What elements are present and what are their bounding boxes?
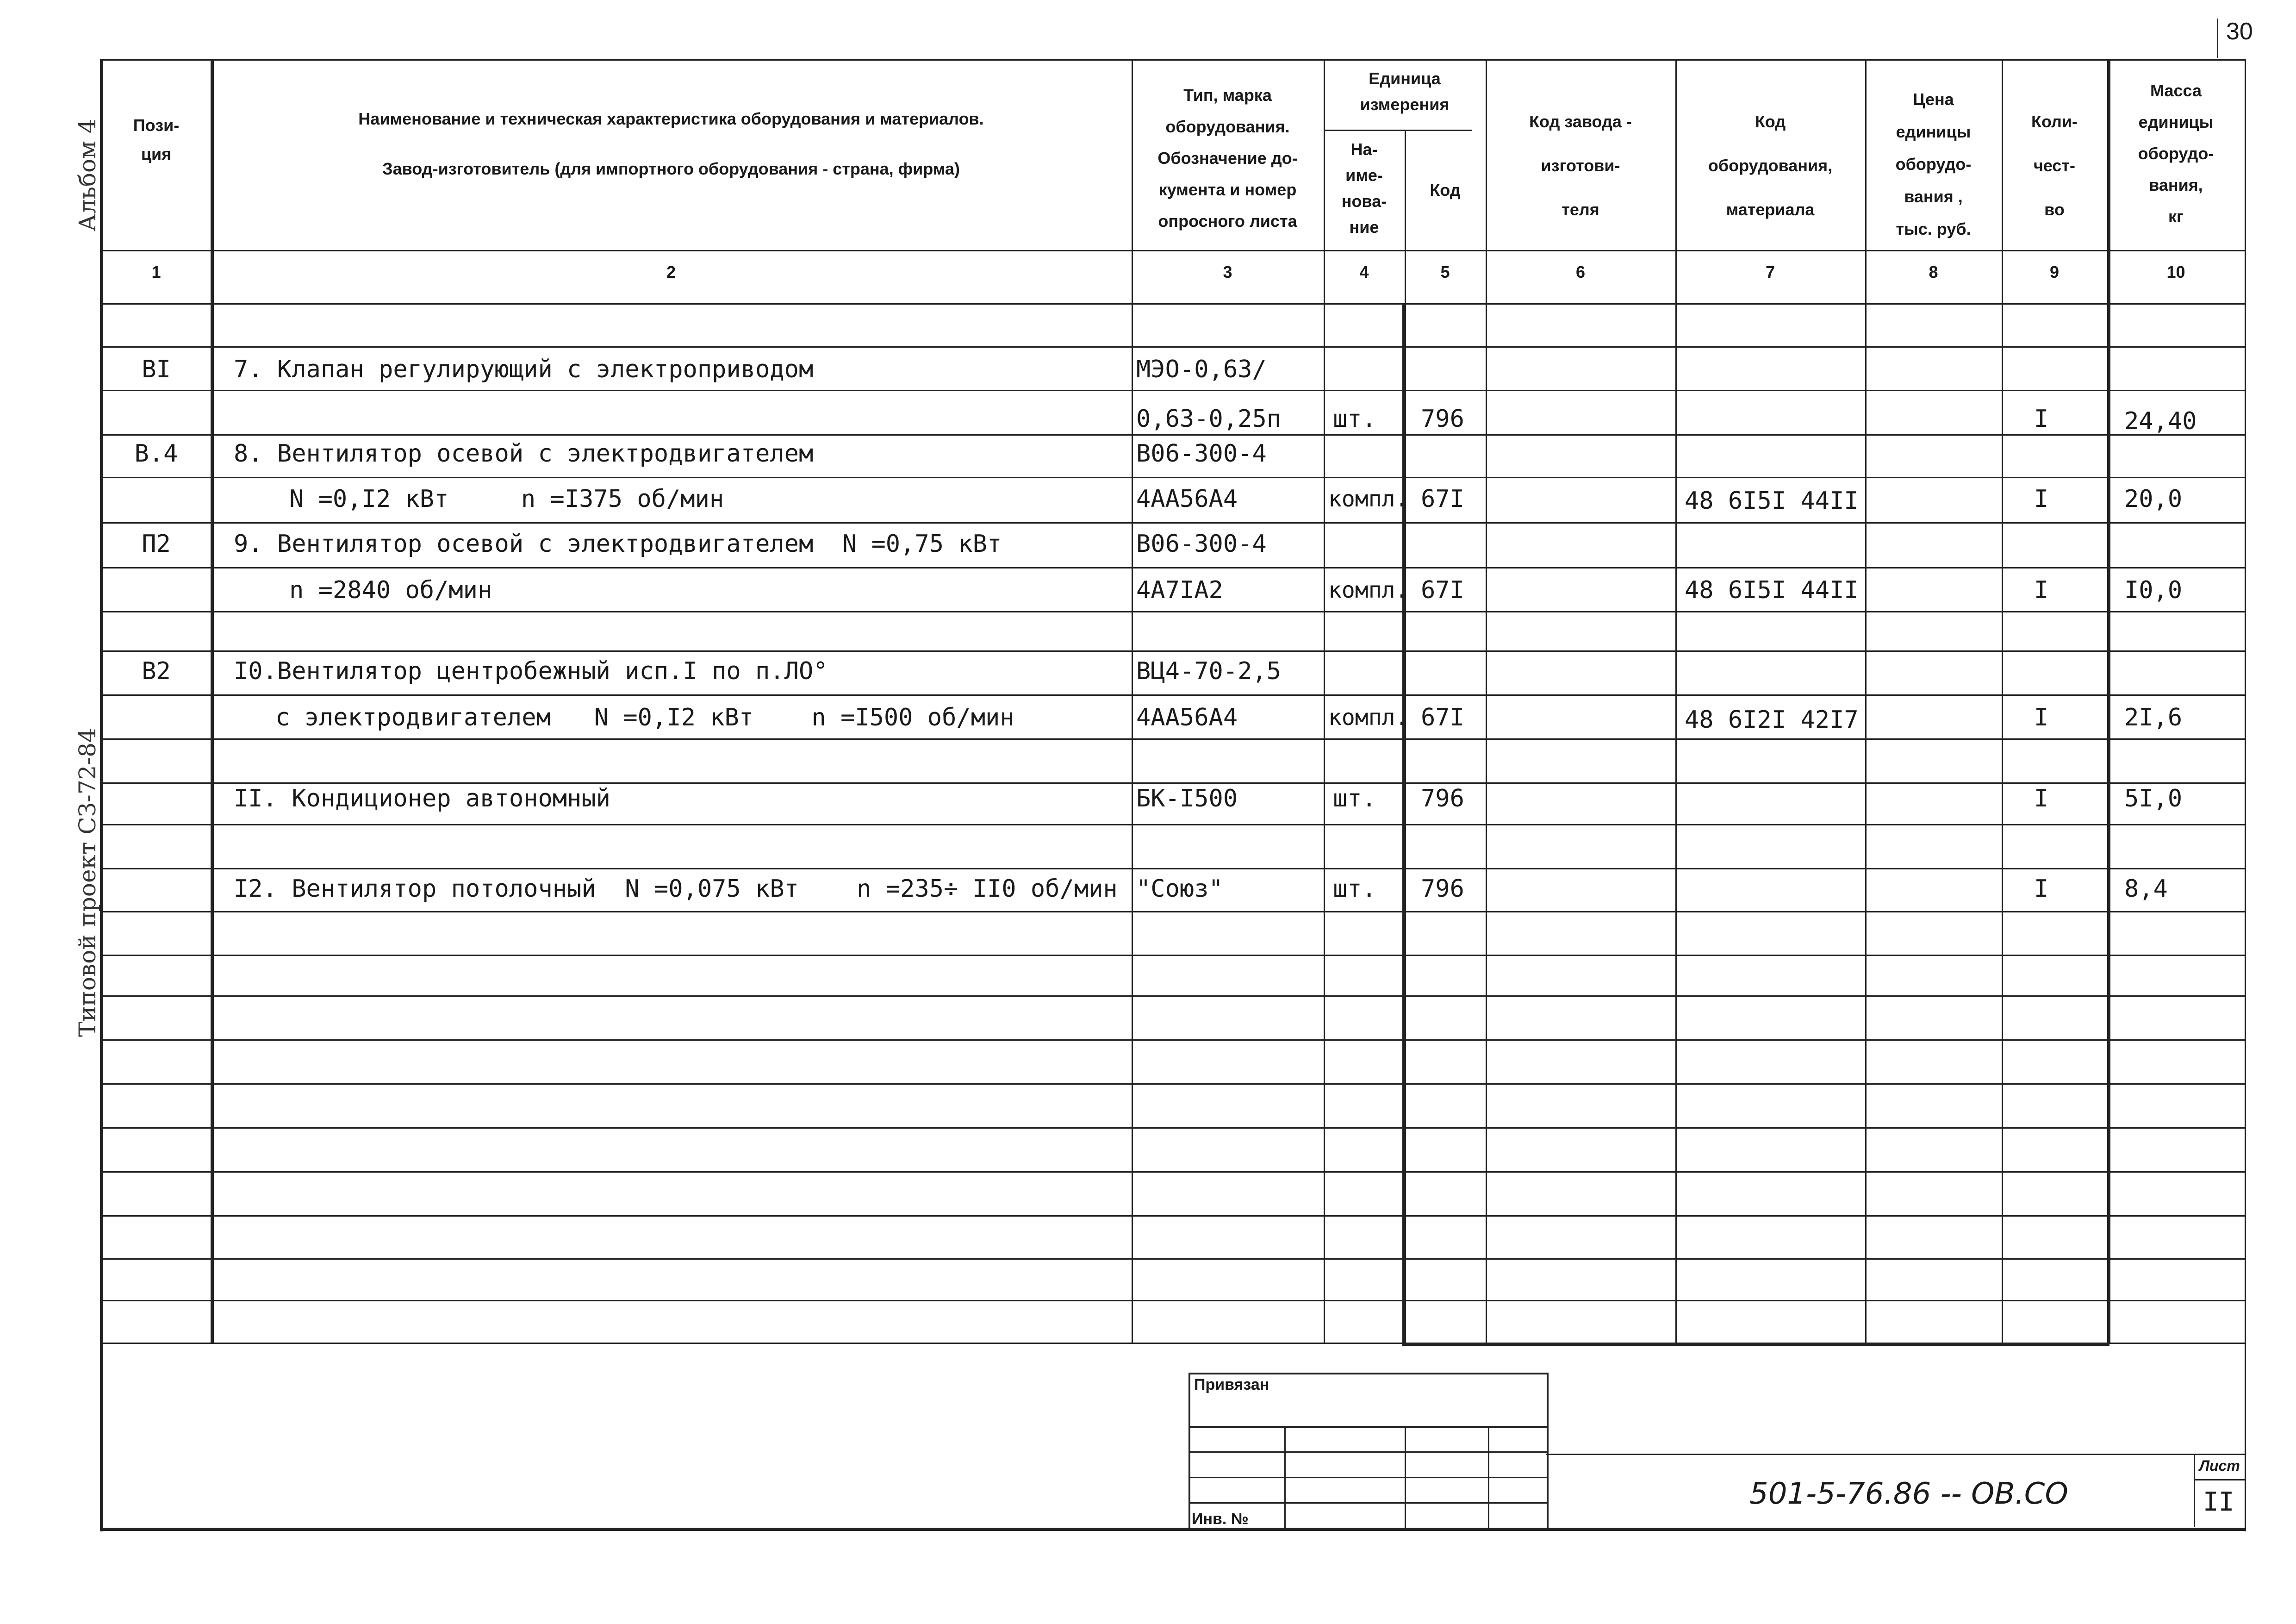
row5-position: П2 [142,530,171,558]
row9-name: II. Кондиционер автономный [234,785,610,812]
row2-type: 0,63-0,25п [1136,405,1282,433]
row2-quantity: I [2034,405,2049,433]
row4-specs: N =0,I2 кВт n =I375 об/мин [289,485,724,513]
side-album-label: Альбом 4 [74,119,101,231]
row8-equipment-code: 48 6I2I 42I7 [1685,706,1859,734]
header-position: Пози- ция [133,116,180,163]
side-project-label: Типовой проект СЗ-72-84 [74,728,101,1037]
row9-unit: шт. [1333,785,1376,812]
row1-type: МЭО-0,63/ [1136,356,1267,383]
col-number-3: 3 [1223,262,1232,281]
row6-mass: I0,0 [2124,576,2183,604]
row9-type: БК-I500 [1136,785,1238,812]
header-unit-group: Единица измерения [1360,69,1450,114]
row4-mass: 20,0 [2124,485,2183,513]
sheet-number: II [2203,1487,2234,1517]
row10-unit-code: 796 [1421,875,1464,903]
row6-equipment-code: 48 6I5I 44II [1685,576,1859,604]
row10-name: I2. Вентилятор потолочный N =0,075 кВт n =235÷ II0 об/мин [234,875,1118,903]
col-number-9: 9 [2049,262,2060,281]
row6-specs: n =2840 об/мин [289,576,492,604]
row4-type: 4АА56А4 [1136,485,1238,513]
row5-name: 9. Вентилятор осевой с электродвигателем N =0,75 кВт [234,530,1002,558]
row4-equipment-code: 48 6I5I 44II [1685,487,1859,515]
row3-position: В.4 [134,440,178,468]
stamp-privyazan-label: Привязан [1194,1376,1269,1393]
row10-unit: шт. [1333,875,1376,903]
row6-type: 4А7IА2 [1136,576,1223,604]
col-number-1: 1 [151,262,161,281]
col-number-4: 4 [1359,262,1369,281]
col-number-2: 2 [666,262,676,281]
row8-type: 4АА56А4 [1136,704,1238,731]
row7-position: В2 [142,657,171,685]
sheet-label: Лист [2199,1457,2240,1474]
header-name-line1: Наименование и техническая характеристика оборудования и материалов. [358,109,984,128]
row4-unit-code: 67I [1421,485,1464,513]
document-number: 501-5-76.86 -- ОВ.СО [1749,1477,2068,1511]
stamp-inventory-label: Инв. № [1192,1510,1249,1528]
row7-name: I0.Вентилятор центробежный исп.I по п.ЛО° [234,657,828,685]
row4-unit: компл. [1328,486,1409,512]
row9-unit-code: 796 [1421,785,1464,812]
header-unit-code: Код [1430,181,1461,200]
header-price: Цена единицы оборудо- вания , тыс. руб. [1895,90,1972,238]
row6-unit-code: 67I [1421,576,1464,604]
row9-mass: 5I,0 [2124,785,2183,812]
header-mass: Масса единицы оборудо- вания, кг [2138,81,2214,226]
row5-type: В06-300-4 [1136,530,1267,558]
col-number-6: 6 [1575,262,1586,281]
row8-unit-code: 67I [1421,704,1464,731]
header-equipment-code: Код оборудования, материала [1708,112,1833,219]
row1-position: BI [142,356,171,383]
page-number-tick [2217,19,2218,58]
row10-mass: 8,4 [2124,875,2168,903]
row1-name: 7. Клапан регулирующий с электроприводом [234,356,814,383]
row2-mass: 24,40 [2124,407,2197,435]
col-number-5: 5 [1440,262,1450,281]
col-number-7: 7 [1765,262,1775,281]
header-name-line2: Завод-изготовитель (для импортного оборудования - страна, фирма) [382,159,960,178]
row2-unit: шт. [1333,405,1376,433]
row8-specs: с электродвигателем N =0,I2 кВт n =I500 об/мин [275,704,1014,731]
header-factory-code: Код завода - изготови- теля [1529,112,1632,219]
header-unit-name: На- име- нова- ние [1341,140,1387,237]
col-number-10: 10 [2166,262,2185,281]
row8-mass: 2I,6 [2124,704,2183,731]
row6-unit: компл. [1328,577,1409,603]
row7-type: ВЦ4-70-2,5 [1136,657,1282,685]
row10-quantity: I [2034,875,2049,903]
row6-quantity: I [2034,576,2049,604]
row2-unit-code: 796 [1421,405,1464,433]
row4-quantity: I [2034,485,2049,513]
row3-type: В06-300-4 [1136,440,1267,468]
header-type: Тип, марка оборудования. Обозначение до- кумента и номер опросного листа [1157,86,1298,231]
row8-quantity: I [2034,704,2049,731]
page-number: 30 [2226,18,2253,45]
row10-type: "Союз" [1136,875,1223,903]
header-quantity: Коли- чест- во [2031,112,2078,219]
col-number-8: 8 [1929,262,1938,281]
row9-quantity: I [2034,785,2049,812]
row8-unit: компл. [1328,705,1409,731]
row3-name: 8. Вентилятор осевой с электродвигателем [234,440,814,468]
